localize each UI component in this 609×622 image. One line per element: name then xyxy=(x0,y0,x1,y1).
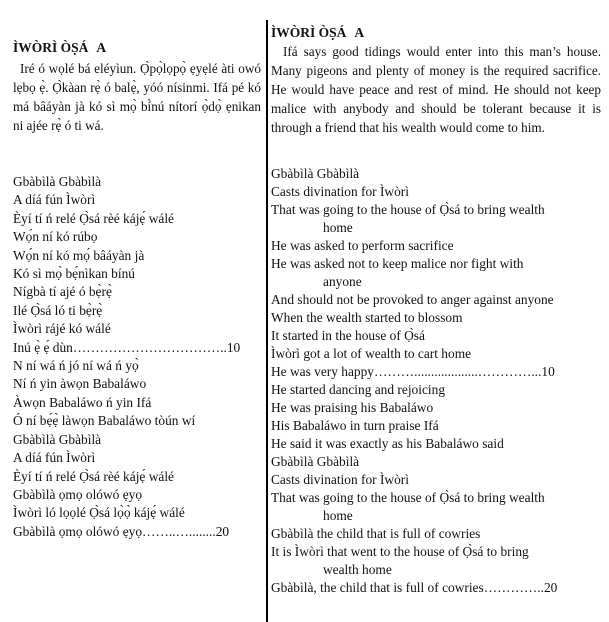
yoruba-verse-line: Èyí tí ń relé Ọ̀sá rèé kájẹ́ wálé xyxy=(13,468,174,484)
english-column xyxy=(271,25,601,597)
yoruba-verse-line: Gbàbìlà Gbàbìlà xyxy=(13,431,102,447)
english-heading-letter: A xyxy=(354,25,365,40)
yoruba-column xyxy=(13,40,261,541)
english-verse-line: He started dancing and rejoicing xyxy=(271,382,446,397)
yoruba-verses xyxy=(13,173,261,541)
yoruba-verse-line: Inú ẹ̀ ẹ́ dùn……………………………..10 xyxy=(13,339,241,355)
yoruba-verse-line: Ilé Ọ̀sá ló ti bẹ̀rẹ̀ xyxy=(13,302,103,318)
english-paragraph: Ifá says good tidings would enter into this man’s house. Many pigeons and plenty of money is the required sacrifice. He would have peace and rest of mind. He should not keep malice with anybody and should be tolerant because it is through a friend that his wealth would come to him. xyxy=(271,44,601,135)
english-verse-line: His Babaláwo in turn praise Ifá xyxy=(271,418,439,433)
english-verse-line: He was very happy………...................…………...10 xyxy=(271,364,555,379)
yoruba-verse-line: Nígbà tí ajé ó bẹ̀rẹ̀ xyxy=(13,284,112,300)
yoruba-heading-letter: A xyxy=(96,40,107,55)
yoruba-verse-line: Ó ní bẹ́ẹ̀ làwọn Babaláwo tòún wí xyxy=(13,413,196,429)
yoruba-verse-line: Ní ń yin àwọn Babaláwo xyxy=(13,376,147,392)
yoruba-verse-line: Ìwòrì rájé kó wálé xyxy=(13,321,111,337)
english-verse-continuation: home xyxy=(323,220,353,235)
english-verse-line: Gbàbìlà Gbàbìlà xyxy=(271,454,360,469)
english-verse-text: He was asked not to keep malice nor fight with xyxy=(271,256,524,271)
english-heading xyxy=(271,25,601,41)
english-verse-line: When the wealth started to blossom xyxy=(271,310,463,325)
english-verse-continuation: home xyxy=(323,508,353,523)
english-verse-line xyxy=(271,489,601,525)
english-verse-line: Gbàbìlà the child that is full of cowries xyxy=(271,526,481,541)
english-verse-continuation: wealth home xyxy=(323,562,392,577)
column-divider xyxy=(266,20,268,622)
english-verse-line: Gbàbìlà, the child that is full of cowries…………..20 xyxy=(271,580,558,595)
english-verse-text: That was going to the house of Ọ̀sá to bring wealth xyxy=(271,202,545,217)
english-verse-line: It started in the house of Ọ̀sá xyxy=(271,328,425,343)
english-verse-line: He was praising his Babaláwo xyxy=(271,400,434,415)
yoruba-verse-line: Wọ́n ní kó mọ́ bâáyàn jà xyxy=(13,247,145,263)
english-verse-text: It is Ìwòrì that went to the house of Ọ̀sá to bring xyxy=(271,544,529,559)
english-verse-line: Ìwòrì got a lot of wealth to cart home xyxy=(271,346,472,361)
english-verse-line: Casts divination for Ìwòrì xyxy=(271,472,409,487)
english-verse-line: Casts divination for Ìwòrì xyxy=(271,184,409,199)
english-verse-line xyxy=(271,255,601,291)
english-verse-line xyxy=(271,201,601,237)
yoruba-heading-title: ÌWÒRÌ ÒṢÁ xyxy=(13,40,89,55)
yoruba-verse-line: Àwọn Babaláwo ń yin Ifá xyxy=(13,394,152,410)
yoruba-verse-line: A díá fún Ìwòrì xyxy=(13,450,96,466)
english-verse-line: He was asked to perform sacrifice xyxy=(271,238,454,253)
english-verse-text: That was going to the house of Ọ̀sá to bring wealth xyxy=(271,490,545,505)
english-verse-line: He said it was exactly as his Babaláwo said xyxy=(271,436,504,451)
yoruba-verse-line: A díá fún Ìwòrì xyxy=(13,192,96,208)
yoruba-verse-line: Gbàbìlà Gbàbìlà xyxy=(13,174,102,189)
yoruba-verse-line: Gbàbìlà ọmọ olówó ẹyọ……..…........20 xyxy=(13,523,230,539)
yoruba-verse-line: Kó sì mọ̀ bẹ́nìkan bínú xyxy=(13,266,135,282)
yoruba-verse-line: Èyí tí ń relé Ọ̀sá rèé kájẹ́ wálé xyxy=(13,210,174,226)
english-verse-continuation: anyone xyxy=(323,274,362,289)
yoruba-verse-line: Gbàbìlà ọmọ olówó ẹyọ xyxy=(13,486,143,502)
english-verse-line: And should not be provoked to anger against anyone xyxy=(271,292,554,307)
yoruba-verse-line: Wọ́n ní kó rúbọ xyxy=(13,229,98,245)
english-verse-line: Gbàbìlà Gbàbìlà xyxy=(271,166,360,181)
english-heading-title: ÌWÒRÌ ÒṢÁ xyxy=(271,25,347,40)
yoruba-verse-line: N ní wá ń jó ní wá ń yọ̀ xyxy=(13,358,139,374)
english-verse-line xyxy=(271,543,601,579)
yoruba-paragraph: Iré ó wọlé bá eléyìun. Ọ̀pọ̀lọpọ̀ ẹyẹlé àti owó lẹbọ ẹ̀. Ọ̀kàan rẹ̀ ó balẹ̀, yóó nísinmi. Ifá pé kó má bâáyàn jà kó sì mọ̀ bí̀nú nítorí ọ̀dọ̀ ẹnikan ni ajée rẹ̀ ó ti wá. xyxy=(13,61,261,133)
yoruba-heading xyxy=(13,40,261,56)
english-verses xyxy=(271,165,601,597)
yoruba-verse-line: Ìwòrì ló lọọlé Ọ̀sá lọ̀ọ̀ kájẹ́ wálé xyxy=(13,505,185,521)
